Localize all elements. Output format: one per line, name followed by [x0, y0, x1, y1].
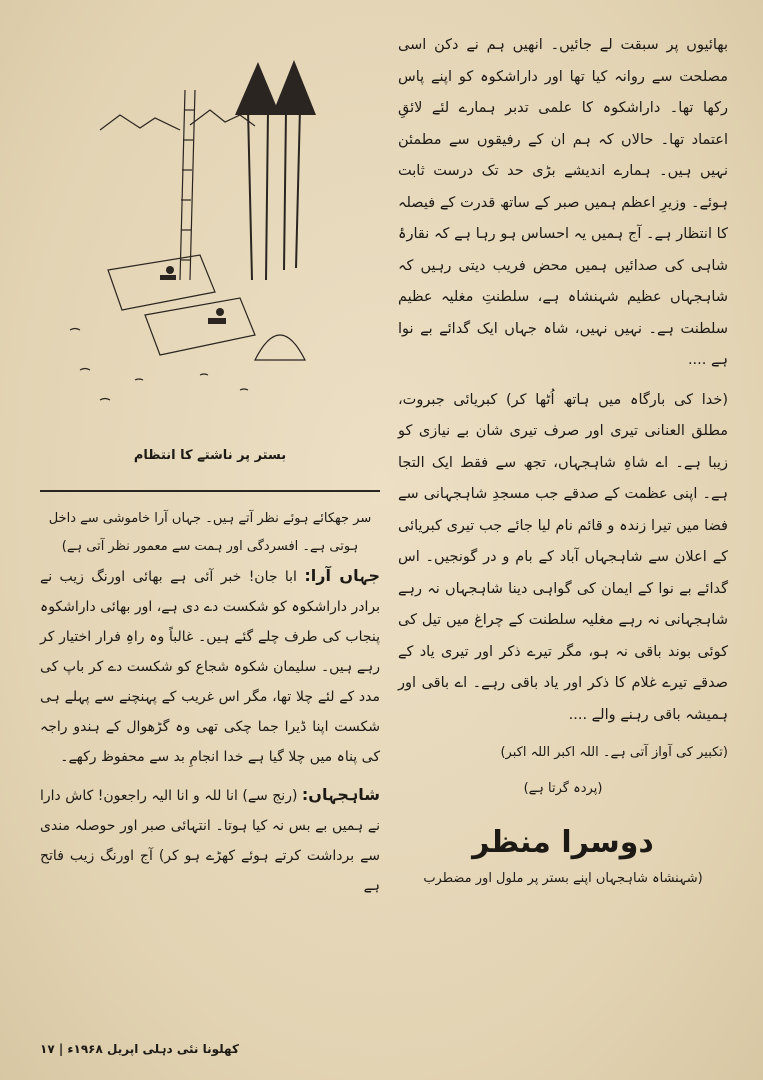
dialogue-shahjahan: شاہجہاں: (رنج سے) انا للہ و انا الیہ راجعون! کاش دارا نے ہمیں بے بس نہ کیا ہوتا۔ انتہائی صبر اور حوصلہ مندی سے برداشت کرتے ہوئے کھڑے ہو کر) آج اورنگ زیب فاتح ہے	[40, 785, 380, 894]
paragraph-2: (خدا کی بارگاہ میں ہاتھ اُٹھا کر) کبریائی جبروت، مطلق العنانی تیری اور صرف تیری شان بے نیازی کو زیبا ہے۔ اے شاہِ شاہجہاں، تجھ سے فقط ایک التجا ہے۔ اپنی عظمت کے صدقے جب مسجدِ شاہجہانی سے فضا میں تیرا زندہ و قائم نام لیا جائے جب تیری کبریائی کے اعلان سے شاہجہاں آباد کے بام و در گونجیں۔ اس گدائے بے نوا کے ایمان کی گواہی دینا شاہجہاں نہ رہے شاہجہانی نہ رہے مغلیہ سلطنت کے چراغ میں تیل کی کوئی بوند باقی نہ ہو، مگر تیرے ذکر اور تیری یاد کے صدقے تیرے غلام کا ذکر اور یاد باقی رہے۔ اے باقی اور ہمیشہ باقی رہنے والے ....	[398, 391, 728, 723]
curtain-falls: (پردہ گرتا ہے)	[523, 781, 603, 796]
left-text	[40, 505, 380, 901]
scene-heading: دوسرا منظر	[472, 825, 654, 860]
divider	[40, 490, 380, 492]
bed-illustration	[40, 30, 380, 430]
speaker-jahanara: جہاں آرا:	[304, 566, 380, 585]
speaker-shahjahan: شاہجہاں:	[301, 785, 380, 804]
dialogue-jahanara: جہاں آرا: ابا جان! خبر آئی ہے بھائی اورنگ زیب نے برادر داراشکوہ کو شکست دے دی ہے، اور بھائی داراشکوہ پنجاب کی طرف چلے گئے ہیں۔ غالباً وہ راہِ فرار اختیار کر رہے ہیں۔ سلیمان شکوہ شجاع کو شکست دے کر باپ کی مدد کے لئے چلا تھا، مگر اس غریب کے پہنچنے سے پہلے ہی شکست اپنا ڈیرا جما چکی تھی وہ گڑھوال کے ہندو راجہ کی پناہ میں چلا گیا ہے خدا انجامِ بد سے محفوظ رکھے۔	[40, 566, 380, 765]
left-column	[40, 30, 380, 1060]
paragraph-1: بھائیوں پر سبقت لے جائیں۔ انھیں ہم نے دکن اسی مصلحت سے روانہ کیا تھا اور داراشکوہ کو اپنے پاس رکھا تھا۔ داراشکوہ کا علمی تدبر ہمارے لئے لائقِ اعتماد تھا۔ حالاں کہ ہم ان کے رفیقوں سے مطمئن نہیں ہیں۔ ہمارے اندیشے بڑی حد تک درست ثابت ہوئے۔ وزیرِ اعظم ہمیں صبر کے ساتھ قدرت کے فیصلہ کا انتظار ہے۔ آج ہمیں یہ احساس ہو رہا ہے کہ نقارۂ شاہی کی صدائیں ہمیں محض فریب دیتی رہیں کہ شاہجہاں عظیم شہنشاہ ہے، سلطنتِ مغلیہ عظیم سلطنت ہے۔ نہیں نہیں، شاہ جہاں ایک گدائے بے نوا ہے ....	[398, 37, 728, 368]
page-footer: کھلونا نئی دہلی اپریل ۱۹۶۸ء | ۱۷	[40, 1042, 239, 1056]
illustration-caption: بستر پر ناشتے کا انتظام	[133, 448, 287, 463]
stage-intro: سر جھکائے ہوئے نظر آتے ہیں۔ جہاں آرا خاموشی سے داخل ہوتی ہے۔ افسردگی اور ہمت سے معمور نظر آتی ہے)	[48, 511, 372, 554]
right-column	[398, 30, 728, 990]
scene-subtitle: (شہنشاہ شاہجہاں اپنے بستر پر ملول اور مضطرب	[423, 871, 703, 886]
stage-direction: (تکبیر کی آواز آتی ہے۔ اللہ اکبر اللہ اکبر)	[500, 745, 728, 760]
